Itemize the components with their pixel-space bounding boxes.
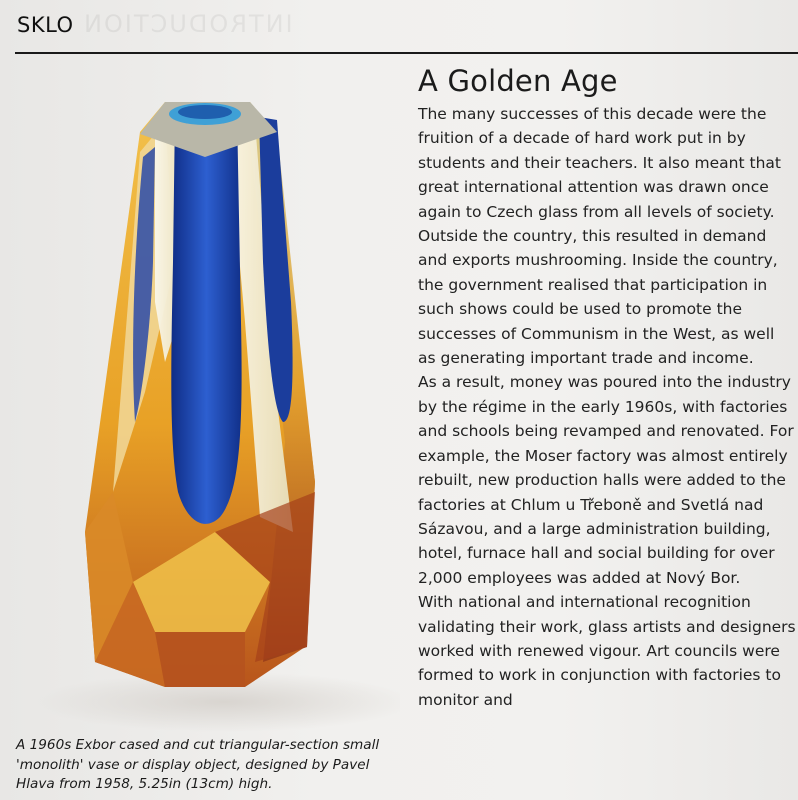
- article-paragraph: With national and international recognition validating their work, glass artists and designers worked with renewed vigour. Art councils were formed to work in conjunction with factories to monitor and: [418, 593, 796, 709]
- exbor-monolith-vase-image: [15, 62, 400, 732]
- show-through-text: INTRODUCTION: [82, 10, 293, 38]
- article-title: A Golden Age: [418, 64, 618, 98]
- header-rule: [15, 52, 798, 54]
- figure: [15, 62, 400, 732]
- section-label: SKLO: [17, 13, 74, 37]
- figure-caption: A 1960s Exbor cased and cut triangular-section small 'monolith' vase or display object, designed by Pavel Hlava from 1958, 5.25in (13cm) high.: [16, 737, 380, 792]
- page-header: [0, 0, 798, 54]
- article-body: [418, 102, 796, 712]
- article-paragraph: The many successes of this decade were the fruition of a decade of hard work put in by students and their teachers. It also meant that great international attention was drawn once again to Czech glass from all levels of society. Outside the country, this resulted in demand and exports mushrooming. Inside the country, the government realised that participation in such shows could be used to promote the successes of Communism in the West, as well as generating important trade and income.: [418, 105, 781, 368]
- article-paragraph: As a result, money was poured into the industry by the régime in the early 1960s, with factories and schools being revamped and renovated. For example, the Moser factory was almost entirely rebuilt, new production halls were added to the factories at Chlum u Třeboně and Svetlá nad Sázavou, and a large administration building, hotel, furnace hall and social building for over 2,000 employees was added at Nový Bor.: [418, 373, 794, 587]
